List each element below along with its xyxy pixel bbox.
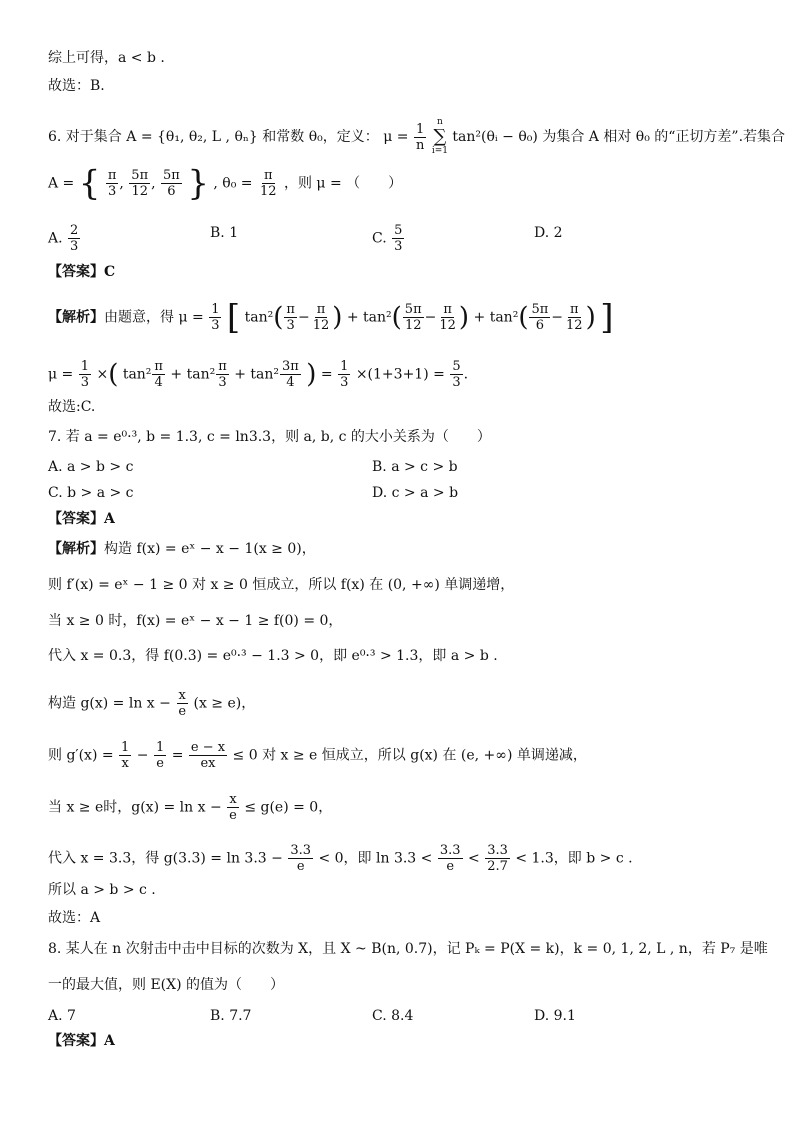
q7-solution-line-7: 当 x ≥ e时，g(x) = ln x − $\frac{x}{e}$ ≤ g(e) = 0， xyxy=(48,792,333,823)
q8-option-c: C. 8.4 xyxy=(372,1008,414,1024)
q7-answer: 【答案】A xyxy=(48,511,115,527)
q6-solution-line-1: 【解析】由题意，得 μ = $\frac{1}{3}$ [ tan²( $\frac{\pi}{3}$ − $\frac{\pi}{12}$ ) + tan²( $\frac{5\pi}{12}$ − $\frac{\pi}{12}$ ) + tan²( $\frac{5\pi}{6}$ − $\frac{\pi}{12}$ ) ] xyxy=(48,297,614,338)
question-8-line-1: 8. 某人在 n 次射击中击中目标的次数为 X，且 X ~ B(n, 0.7)，记 Pₖ = P(X = k)，k = 0, 1, 2, L , n，若 P₇ 是唯 xyxy=(48,941,768,957)
q6-solution-line-2: μ = $\frac{1}{3}$ ×( tan² $\frac{\pi}{4}$ + tan² $\frac{\pi}{3}$ + tan² $\frac{3\pi}{4}$ ) = $\frac{1}{3}$ ×(1+3+1) = $\frac{5}{3}$ . xyxy=(48,359,469,390)
q6-option-b: B. 1 xyxy=(210,225,239,241)
q6-option-a: A. $\frac{2}{3}$ xyxy=(48,223,79,254)
question-7-statement: 7. 若 a = e⁰·³, b = 1.3, c = ln3.3，则 a, b, c 的大小关系为（ ） xyxy=(48,429,491,445)
q7-solution-line-4: 代入 x = 0.3，得 f(0.3) = e⁰·³ − 1.3 > 0，即 e⁰·³ > 1.3，即 a > b . xyxy=(48,648,498,664)
q7-solution-line-5: 构造 g(x) = ln x − $\frac{x}{e}$ (x ≥ e)， xyxy=(48,688,256,719)
q7-option-a: A. a > b > c xyxy=(48,459,134,475)
q8-option-d: D. 9.1 xyxy=(534,1008,576,1024)
q6-option-c: C. $\frac{5}{3}$ xyxy=(372,223,403,254)
q7-solution-line-9: 所以 a > b > c . xyxy=(48,882,156,898)
q7-option-b: B. a > c > b xyxy=(372,459,458,475)
question-8-line-2: 一的最大值，则 E(X) 的值为（ ） xyxy=(48,977,285,993)
q6-option-d: D. 2 xyxy=(534,225,563,241)
q8-option-a: A. 7 xyxy=(48,1008,76,1024)
choose-b-line: 故选：B. xyxy=(48,78,105,94)
q6-choose: 故选:C. xyxy=(48,399,96,415)
question-6-set: A = { $\frac{\pi}{3}$ , $\frac{5\pi}{12}$ , $\frac{5\pi}{6}$ } , θ₀ = $\frac{\pi}{12}$ ，则 μ = （ ） xyxy=(48,163,403,204)
q7-solution-line-8: 代入 x = 3.3，得 g(3.3) = ln 3.3 − $\frac{3.3}{e}$ < 0，即 ln 3.3 < $\frac{3.3}{e}$ < $\frac{3.3}{2.7}$ < 1.3，即 b > c . xyxy=(48,843,633,874)
conclusion-line: 综上可得，a < b . xyxy=(48,50,165,66)
q7-solution-line-6: 则 g′(x) = $\frac{1}{x}$ − $\frac{1}{e}$ = $\frac{e - x}{ex}$ ≤ 0 对 x ≥ e 恒成立，所以 g(x) 在 (e, +∞) 单调递减， xyxy=(48,740,587,771)
question-6-statement: 6. 对于集合 A = {θ₁, θ₂, L , θₙ} 和常数 θ₀，定义： μ = $\frac{1}{n}$ n ∑ i=1 tan²(θᵢ − θ₀) 为集合 A 相对 θ₀ 的“正切方差”.若集合 xyxy=(48,117,786,156)
q7-solution-line-2: 则 f′(x) = eˣ − 1 ≥ 0 对 x ≥ 0 恒成立，所以 f(x) 在 (0, +∞) 单调递增， xyxy=(48,577,515,593)
q7-solution-line-1: 【解析】构造 f(x) = eˣ − x − 1(x ≥ 0)， xyxy=(48,541,316,557)
q7-choose: 故选：A xyxy=(48,910,101,926)
summation: n ∑ i=1 xyxy=(431,117,448,156)
q6-answer: 【答案】C xyxy=(48,264,116,280)
fraction: $\frac{1}{n}$ xyxy=(415,121,425,153)
q7-solution-line-3: 当 x ≥ 0 时，f(x) = eˣ − x − 1 ≥ f(0) = 0， xyxy=(48,613,343,629)
q8-answer: 【答案】A xyxy=(48,1033,115,1049)
q8-option-b: B. 7.7 xyxy=(210,1008,252,1024)
q7-option-c: C. b > a > c xyxy=(48,485,134,501)
q7-option-d: D. c > a > b xyxy=(372,485,459,501)
